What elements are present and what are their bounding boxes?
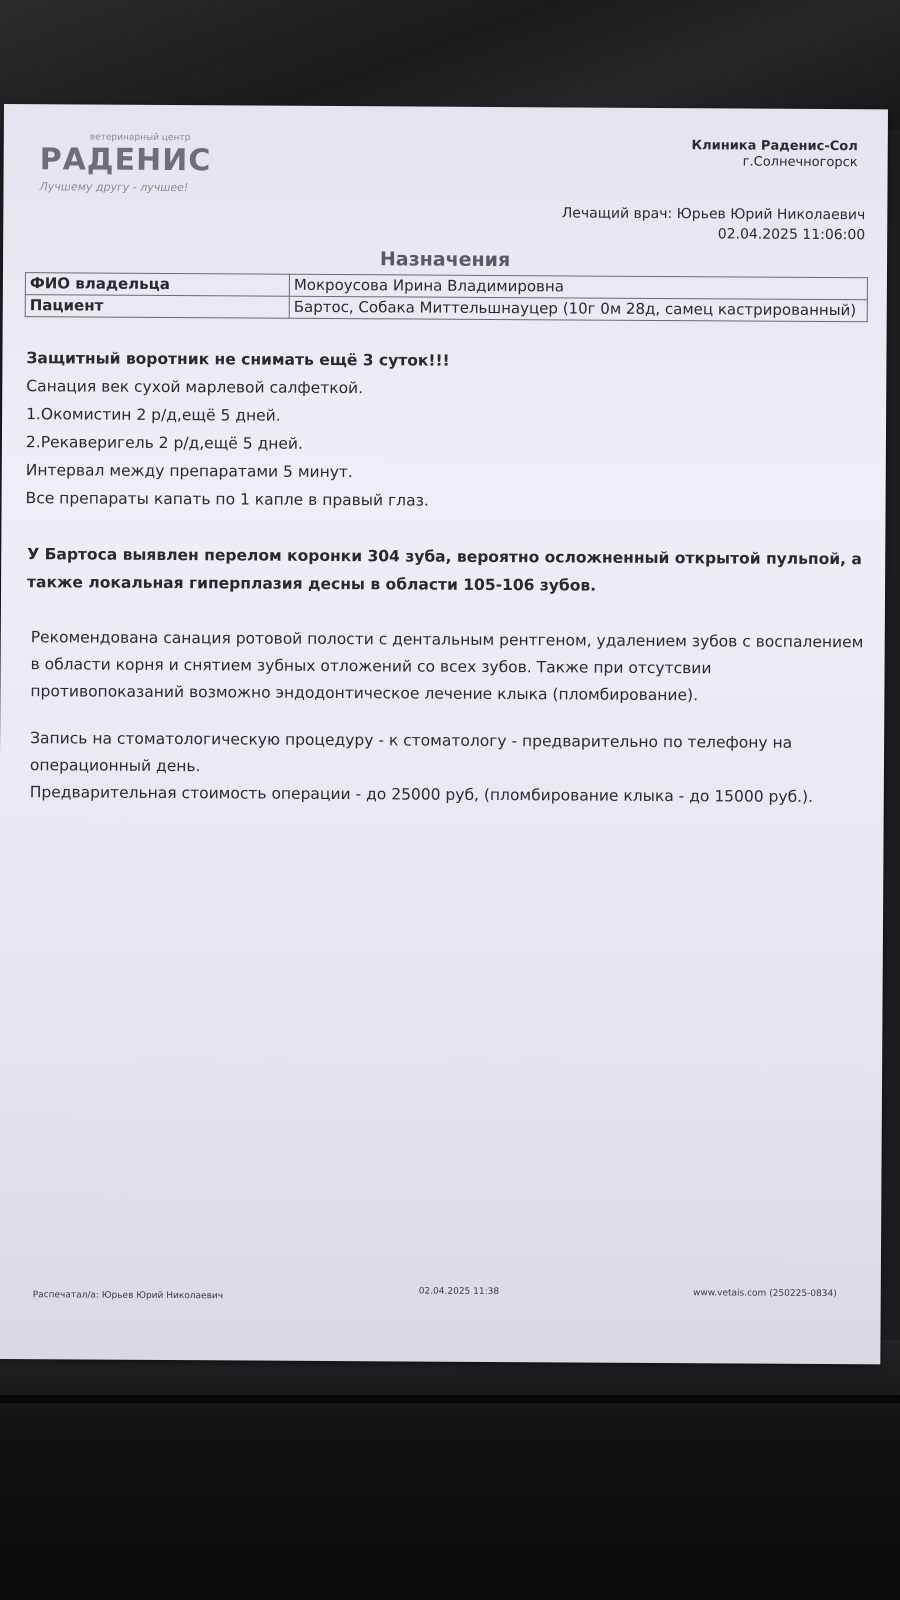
cost-note: Предварительная стоимость операции - до 25000 руб, (пломбирование клыка - до 15000 руб.). bbox=[29, 783, 814, 806]
document-title: Назначения bbox=[379, 248, 511, 272]
prescription-line: Интервал между препаратами 5 минут. bbox=[25, 461, 353, 482]
table-edge bbox=[0, 1395, 900, 1403]
logo-name: РАДЕНИС bbox=[39, 142, 212, 179]
software-site: www.vetais.com (250225-0834) bbox=[693, 1288, 837, 1300]
clinic-name: Клиника Раденис-Сол bbox=[691, 138, 858, 155]
prescription-sheet bbox=[0, 104, 888, 1364]
document-body bbox=[24, 344, 867, 811]
patient-info-table bbox=[25, 272, 868, 322]
prescription-line: Санация век сухой марлевой салфеткой. bbox=[26, 377, 364, 398]
logo-subtitle: ветеринарный центр bbox=[89, 132, 191, 144]
patient-label: Пациент bbox=[25, 295, 289, 319]
prescription-line: Все препараты капать по 1 капле в правый глаз. bbox=[25, 489, 429, 510]
treatment-recommendation: Рекомендована санация ротовой полости с дентальным рентгеном, удалением зубов с воспалением в области корня и снятием зубных отложений со всех зубов. Также при отсутсвии противопоказаний возможно эндодонтическое лечение клыка (пломбирование). bbox=[30, 628, 864, 705]
printed-at: 02.04.2025 11:38 bbox=[418, 1286, 500, 1298]
clinic-city: г.Солнечногорск bbox=[742, 154, 858, 171]
owner-value: Мокроусова Ирина Владимировна bbox=[289, 274, 867, 300]
table-row bbox=[25, 295, 867, 322]
prescription-line: 2.Рекаверигель 2 р/д,ещё 5 дней. bbox=[25, 433, 304, 453]
owner-label: ФИО владельца bbox=[25, 273, 289, 297]
dark-surface-bottom bbox=[0, 1340, 900, 1600]
logo-tagline: Лучшему другу - лучшее! bbox=[39, 180, 189, 195]
printed-by: Распечатал/а: Юрьев Юрий Николаевич bbox=[32, 1290, 224, 1302]
print-footer bbox=[0, 1284, 881, 1302]
clinic-logo bbox=[39, 132, 212, 195]
patient-value: Бартос, Собака Миттельшнауцер (10г 0м 28д, самец кастрированный) bbox=[289, 296, 867, 322]
collar-warning: Защитный воротник не снимать ещё 3 суток!!! bbox=[26, 349, 450, 370]
prescription-line: 1.Окомистин 2 р/д,ещё 5 дней. bbox=[26, 405, 281, 425]
dental-finding: У Бартоса выявлен перелом коронки 304 зуба, вероятно осложненный открытой пульпой, а также локальная гиперплазия десны в области 105-106 зубов. bbox=[27, 545, 862, 595]
clinic-header bbox=[691, 138, 857, 171]
visit-datetime: 02.04.2025 11:06:00 bbox=[717, 226, 866, 244]
appointment-note: Запись на стоматологическую процедуру - к стоматологу - предварительно по телефону на операционный день. bbox=[29, 729, 793, 776]
doctor-block bbox=[562, 203, 866, 245]
attending-doctor: Лечащий врач: Юрьев Юрий Николаевич bbox=[561, 205, 866, 224]
